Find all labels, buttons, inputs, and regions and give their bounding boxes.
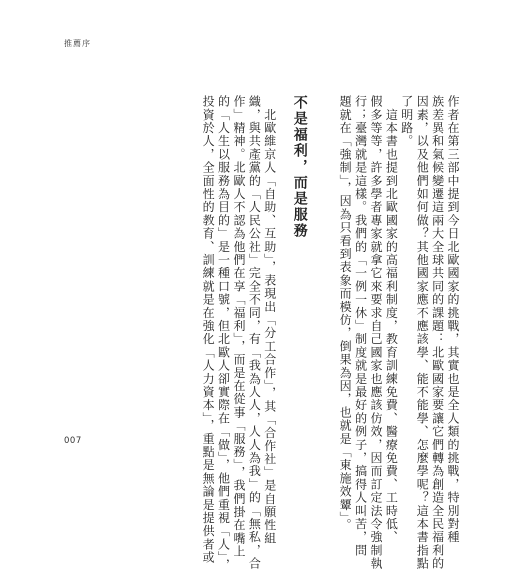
running-head: 推薦序 xyxy=(64,39,91,48)
text-column: 的「人生以服務為目的」是一種口號，但北歐人卻實際在「做」，他們重視「人」， xyxy=(216,95,231,571)
text-column: 假多等等，許多學者專家就拿它來要求自己國家也應該仿效，因而訂定法令強制執 xyxy=(368,95,383,571)
text-column: 了明路。 xyxy=(399,95,414,148)
text-column: 行；臺灣就是這樣。我們的「一例一休」制度就是最好的例子，搞得人叫苦，問 xyxy=(353,95,368,557)
text-column: 作」精神。北歐人不認為他們在享「福利」，而是在從事「服務」，我們掛在嘴上 xyxy=(231,95,246,559)
section-heading: 不是福利，而是服務 xyxy=(291,95,308,239)
text-column: 因素，以及他們如何做？其他國家應不應該學、能不能學、怎麼學呢？這本書指點 xyxy=(415,95,430,571)
text-column: 北歐維京人「自助、互助」，表現出「分工合作」，其「合作社」是自願性組 xyxy=(262,95,277,545)
page-number: 007 xyxy=(64,436,82,446)
text-column: 族差異和氣候變遷這兩大全球共同的課題：北歐國家要讓它們轉為創造全民福利的 xyxy=(430,95,445,571)
section-spacer xyxy=(277,95,291,435)
text-column: 題就在「強制」，因為只看到表象而模仿，倒果為因，也就是「東施效顰」。 xyxy=(338,95,353,532)
text-column: 投資於人，全面性的教育、訓練就是在強化「人力資本」，重點是無論是提供者或 xyxy=(201,95,216,565)
text-column: 這本書也提到北歐國家的高福利制度，教育訓練免費、醫療免費、工時低、 xyxy=(384,95,399,544)
section-spacer xyxy=(309,95,337,435)
text-column: 作者在第三部中提到今日北歐國家的挑戰，其實也是全人類的挑戰，特別對種 xyxy=(446,95,460,544)
text-column: 織，與共產黨的「人民公社」完全不同，有「我為人人，人人為我」的「無私，合 xyxy=(247,95,262,571)
body-text xyxy=(140,95,460,571)
